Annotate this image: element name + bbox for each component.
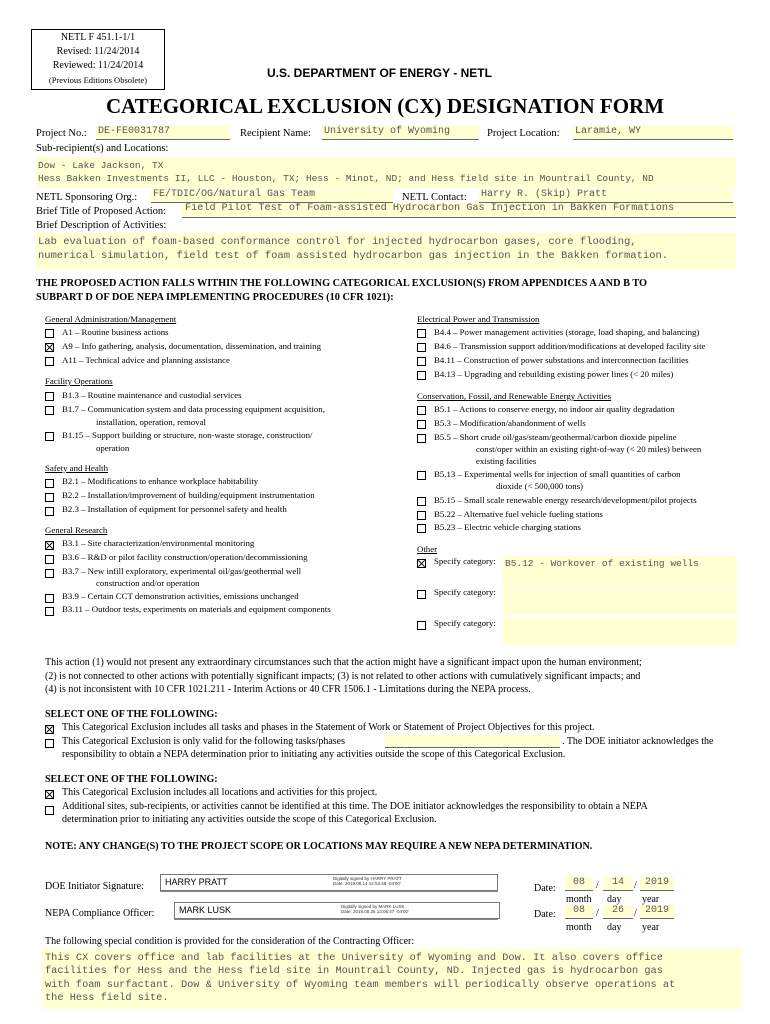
project-no-label: Project No.:: [36, 128, 87, 139]
contact-label: NETL Contact:: [402, 192, 467, 203]
date-1-month[interactable]: 08: [565, 877, 593, 891]
item-b55-cont2: existing facilities: [476, 456, 537, 466]
brief-desc-field[interactable]: [36, 233, 736, 270]
initiator-signature-underline: [160, 891, 498, 892]
brief-desc-line: Lab evaluation of foam-based conformance control for injected hydrocarbon gases, core flooding,: [38, 236, 637, 248]
item-b13: B1.3 – Routine maintenance and custodial services: [62, 390, 242, 400]
checkbox-b37[interactable]: [45, 569, 54, 578]
item-b37-cont: construction and/or operation: [96, 578, 200, 588]
select2-opt2: Additional sites, sub-recipients, or activities cannot be identified at this time. The DOE initiator acknowledges the responsibility to obtain a NEPA: [62, 801, 648, 812]
checkbox-b23[interactable]: [45, 507, 54, 516]
nepa-officer-label: NEPA Compliance Officer:: [45, 908, 155, 919]
item-b513: B5.13 – Experimental wells for injection of small quantities of carbon: [434, 469, 681, 479]
agency-name: U.S. DEPARTMENT OF ENERGY - NETL: [267, 66, 492, 80]
section-admin-title: General Administration/Management: [45, 314, 177, 324]
digital-sign-line: Digitally signed by MARK LUSK: [341, 904, 405, 909]
contact-field[interactable]: Harry R. (Skip) Pratt: [479, 189, 733, 203]
item-b311: B3.11 – Outdoor tests, experiments on materials and equipment components: [62, 604, 331, 614]
select2-opt2-cont: determination prior to initiating any activities outside the scope of this Categorical Exclusion.: [62, 814, 437, 825]
month-caption: month: [566, 922, 592, 933]
item-b55: B5.5 – Short crude oil/gas/steam/geothermal/carbon dioxide pipeline: [434, 432, 677, 442]
project-no-field[interactable]: DE-FE0031787: [96, 126, 230, 140]
checkbox-b523[interactable]: [417, 524, 426, 533]
item-b523: B5.23 – Electric vehicle charging stations: [434, 522, 581, 532]
item-b53: B5.3 – Modification/abandonment of wells: [434, 418, 586, 428]
brief-desc-label: Brief Description of Activities:: [36, 220, 167, 231]
recipient-label: Recipient Name:: [240, 128, 311, 139]
section-research-title: General Research: [45, 525, 108, 535]
section-elec-title: Electrical Power and Transmission: [417, 314, 540, 324]
select1-opt2-cont2: responsibility to obtain a NEPA determination prior to initiating any activities outside the scope of this Categorical Exclusion.: [62, 749, 566, 760]
select-2-title: SELECT ONE OF THE FOLLOWING:: [45, 774, 218, 785]
specify-field-3[interactable]: [503, 618, 737, 646]
item-b21: B2.1 – Modifications to enhance workplace habitability: [62, 476, 259, 486]
item-b46: B4.6 – Transmission support addition/modifications at developed facility site: [434, 341, 706, 351]
select1-opt1: This Categorical Exclusion includes all tasks and phases in the Statement of Work or Statement of Project Objectives for this project.: [62, 722, 595, 733]
checkbox-a11[interactable]: [45, 357, 54, 366]
paragraph-line: This action (1) would not present any extraordinary circumstances such that the action might have a significant impact upon the human environment;: [45, 657, 642, 668]
nepa-signature-underline: [174, 919, 498, 920]
date-1-day[interactable]: 14: [603, 877, 633, 891]
item-b411: B4.11 – Construction of power substations and interconnection facilities: [434, 355, 689, 365]
brief-desc-line: numerical simulation, field test of foam assisted hydrocarbon gas injection in the Bakken formation.: [38, 249, 669, 262]
item-b17-cont: installation, operation, removal: [96, 417, 206, 427]
item-b22: B2.2 – Installation/improvement of building/equipment instrumentation: [62, 490, 315, 500]
nepa-digital-sign-text: [341, 904, 409, 914]
specify-label-1: Specify category:: [434, 556, 496, 566]
date-1-slash: /: [634, 880, 637, 891]
initiator-digital-sign-text: [333, 876, 402, 886]
select1-opt2: This Categorical Exclusion is only valid for the following tasks/phases: [62, 736, 346, 747]
section-conservation-title: Conservation, Fossil, and Renewable Energy Activities: [417, 391, 612, 401]
specify-field-1[interactable]: B5.12 - Workover of existing wells: [503, 556, 737, 586]
special-line: facilities for Hess and the Hess field site in Mountrail County, ND. Injected gas is hydrocarbon gas: [45, 965, 663, 978]
scope-note: NOTE: ANY CHANGE(S) TO THE PROJECT SCOPE OR LOCATIONS MAY REQUIRE A NEW NEPA DETERMINATION.: [45, 841, 593, 852]
checkbox-b36[interactable]: [45, 555, 54, 564]
subrecipients-field[interactable]: [36, 157, 736, 188]
item-b44: B4.4 – Power management activities (storage, load shaping, and balancing): [434, 327, 700, 337]
date-1-slash: /: [596, 880, 599, 891]
form-revised: Revised: 11/24/2014: [56, 46, 140, 57]
item-b39: B3.9 – Certain CCT demonstration activities, emissions unchanged: [62, 591, 299, 601]
digital-sign-date: Date: 2019.08.26 13:06:47 -04'00': [341, 909, 409, 914]
checkbox-b46[interactable]: [417, 343, 426, 352]
cx-heading: [36, 277, 647, 305]
nepa-signature-field[interactable]: [174, 902, 500, 919]
date-2-slash: /: [596, 908, 599, 919]
section-safety-title: Safety and Health: [45, 463, 109, 473]
item-b515: B5.15 – Small scale renewable energy research/development/pilot projects: [434, 495, 697, 505]
item-b55-cont: const/oper within an existing right-of-way (< 20 miles) between: [476, 444, 702, 454]
item-b31: B3.1 – Site characterization/environmental monitoring: [62, 538, 255, 548]
special-line: with foam surfactant. Dow & University of Wyoming team members will periodically observe operations at: [45, 978, 676, 991]
location-field[interactable]: Laramie, WY: [573, 126, 733, 140]
cx-heading-line: THE PROPOSED ACTION FALLS WITHIN THE FOLLOWING CATEGORICAL EXCLUSION(S) FROM APPENDICES A AND B TO: [36, 278, 648, 289]
digital-sign-date: Date: 2019.08.14 12:53:48 -04'00': [333, 881, 401, 886]
cx-heading-line: SUBPART D OF DOE NEPA IMPLEMENTING PROCEDURES (10 CFR 1021):: [36, 292, 394, 303]
form-id-box: [31, 29, 165, 90]
date-2-year[interactable]: 2019: [640, 905, 674, 919]
date-2-day[interactable]: 26: [603, 905, 633, 919]
checkbox-b53[interactable]: [417, 420, 426, 429]
checkbox-b51[interactable]: [417, 406, 426, 415]
special-line: the Hess field site.: [45, 991, 169, 1004]
checkbox-b44[interactable]: [417, 329, 426, 338]
checkbox-other-2[interactable]: [417, 590, 426, 599]
item-b522: B5.22 – Alternative fuel vehicle fueling stations: [434, 509, 603, 519]
day-caption: day: [607, 894, 622, 905]
initiator-signature-label: DOE Initiator Signature:: [45, 881, 144, 892]
year-caption: year: [642, 894, 660, 905]
paragraph-line: (4) is not inconsistent with 10 CFR 1021.211 - Interim Actions or 40 CFR 1506.1 - Limitations during the NEPA process.: [45, 684, 531, 695]
checkbox-b513[interactable]: [417, 471, 426, 480]
item-b36: B3.6 – R&D or pilot facility construction/operation/decommissioning: [62, 552, 308, 562]
subrecipient-line: Dow - Lake Jackson, TX: [38, 160, 164, 171]
section-other-title: Other: [417, 544, 438, 554]
item-b115: B1.15 – Support building or structure, non-waste storage, construction/: [62, 430, 313, 440]
location-label: Project Location:: [487, 128, 560, 139]
subrecipients-label: Sub-recipient(s) and Locations:: [36, 143, 169, 154]
specify-label-3: Specify category:: [434, 618, 496, 628]
initiator-signature-name: HARRY PRATT: [165, 877, 228, 887]
digital-sign-line: Digitally signed by HARRY PRATT: [333, 876, 402, 881]
specify-label-2: Specify category:: [434, 587, 496, 597]
org-field[interactable]: FE/TDIC/OG/Natural Gas Team: [151, 189, 393, 203]
special-condition-label: The following special condition is provided for the consideration of the Contracting Officer:: [45, 936, 415, 947]
item-b51: B5.1 – Actions to conserve energy, no indoor air quality degradation: [434, 404, 675, 414]
brief-title-label: Brief Title of Proposed Action:: [36, 206, 167, 217]
initiator-signature-field[interactable]: [160, 874, 498, 891]
item-b17: B1.7 – Communication system and data processing equipment acquisition,: [62, 404, 325, 414]
specify-field-2[interactable]: [503, 587, 737, 615]
tasks-phases-field[interactable]: [385, 735, 560, 748]
checkbox-b55[interactable]: [417, 434, 426, 443]
checkbox-b21[interactable]: [45, 479, 54, 488]
page-title: CATEGORICAL EXCLUSION (CX) DESIGNATION FORM: [105, 94, 665, 118]
select1-opt2-cont: . The DOE initiator acknowledges the: [562, 736, 714, 747]
item-b413: B4.13 – Upgrading and rebuilding existing power lines (< 20 miles): [434, 369, 674, 379]
form-obsolete-note: (Previous Editions Obsolete): [48, 75, 148, 85]
checkbox-a1[interactable]: [45, 329, 54, 338]
checkbox-select2-opt1[interactable]: [45, 790, 54, 799]
month-caption: month: [566, 894, 592, 905]
select2-opt1: This Categorical Exclusion includes all locations and activities for this project.: [62, 787, 378, 798]
special-condition-field[interactable]: [42, 949, 742, 1009]
subrecipient-line: Hess Bakken Investments II, LLC - Houston, TX; Hess - Minot, ND; and Hess field site in Mountrail County, ND: [38, 173, 654, 184]
checkbox-select2-opt2[interactable]: [45, 806, 54, 815]
item-b23: B2.3 – Installation of equipment for personnel safety and health: [62, 504, 287, 514]
date-1-year[interactable]: 2019: [640, 877, 674, 891]
org-label: NETL Sponsoring Org.:: [36, 192, 138, 203]
checkbox-b22[interactable]: [45, 493, 54, 502]
checkbox-other-1[interactable]: [417, 559, 426, 568]
brief-title-field[interactable]: Field Pilot Test of Foam-assisted Hydrocarbon Gas Injection in Bakken Formations: [182, 203, 736, 218]
item-a1: A1 – Routine business actions: [62, 327, 169, 337]
checkbox-b39[interactable]: [45, 594, 54, 603]
item-b37: B3.7 – New infill exploratory, experimental oil/gas/geothermal well: [62, 566, 302, 576]
day-caption: day: [607, 922, 622, 933]
circumstances-paragraph: [45, 656, 642, 697]
special-line: This CX covers office and lab facilities at the University of Wyoming and Dow. It also covers office: [45, 952, 663, 964]
select-1-title: SELECT ONE OF THE FOLLOWING:: [45, 709, 218, 720]
item-a9: A9 – Info gathering, analysis, documentation, dissemination, and training: [62, 341, 321, 351]
checkbox-b515[interactable]: [417, 497, 426, 506]
checkbox-b413[interactable]: [417, 371, 426, 380]
checkbox-select1-opt1[interactable]: [45, 725, 54, 734]
item-b513-cont: dioxide (< 500,000 tons): [496, 481, 584, 491]
checkbox-b17[interactable]: [45, 406, 54, 415]
section-facility-title: Facility Operations: [45, 376, 113, 386]
date-2-month[interactable]: 08: [565, 905, 593, 919]
checkbox-other-3[interactable]: [417, 621, 426, 630]
checkbox-a9[interactable]: [45, 343, 54, 352]
form-reviewed: Reviewed: 11/24/2014: [52, 60, 144, 71]
year-caption: year: [642, 922, 660, 933]
date-2-label: Date:: [534, 909, 556, 920]
checkbox-b31[interactable]: [45, 541, 54, 550]
recipient-field[interactable]: University of Wyoming: [322, 126, 479, 140]
nepa-signature-name: MARK LUSK: [179, 905, 232, 915]
checkbox-b522[interactable]: [417, 511, 426, 520]
item-a11: A11 – Technical advice and planning assistance: [62, 355, 230, 365]
checkbox-b13[interactable]: [45, 392, 54, 401]
date-1-label: Date:: [534, 883, 556, 894]
date-2-slash: /: [634, 908, 637, 919]
checkbox-select1-opt2[interactable]: [45, 739, 54, 748]
paragraph-line: (2) is not connected to other actions with potentially significant impacts; (3) is not related to other actions with cumulatively significant impacts; and: [45, 670, 641, 682]
item-b115-cont: operation: [96, 443, 130, 453]
checkbox-b311[interactable]: [45, 607, 54, 616]
checkbox-b115[interactable]: [45, 432, 54, 441]
checkbox-b411[interactable]: [417, 357, 426, 366]
form-number: NETL F 451.1-1/1: [60, 32, 136, 43]
